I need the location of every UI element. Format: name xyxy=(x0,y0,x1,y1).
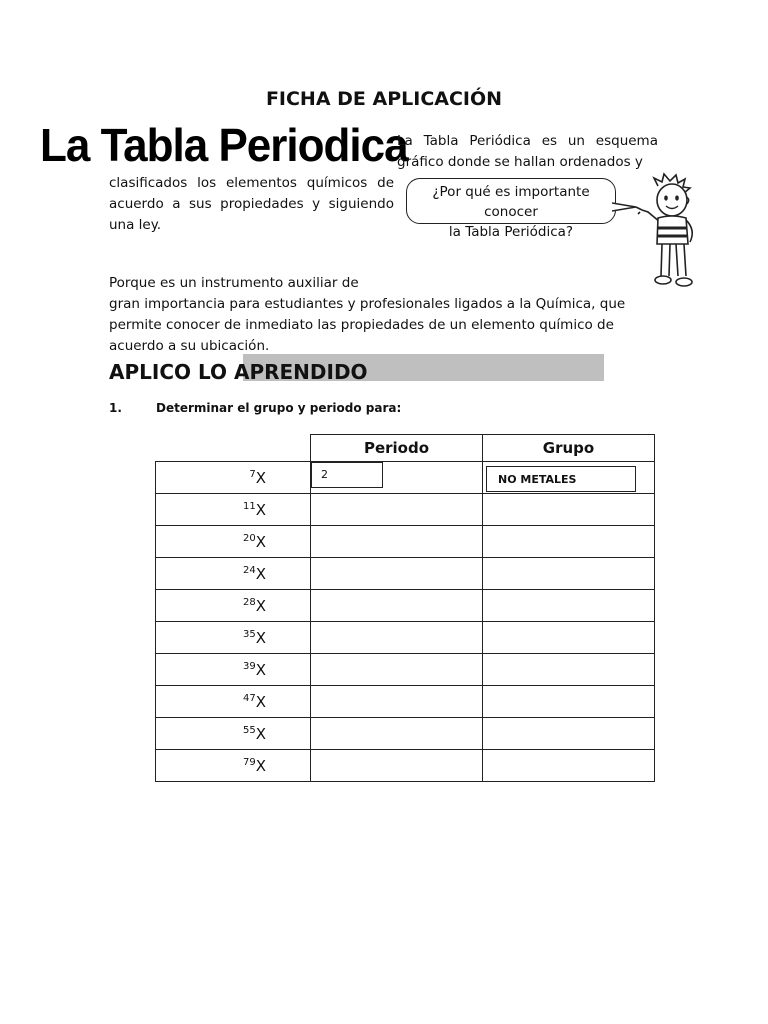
mass-number: 35 xyxy=(242,628,256,640)
isotope-cell xyxy=(156,718,311,750)
element-symbol: X xyxy=(255,500,266,519)
element-symbol: X xyxy=(255,756,266,775)
grupo-cell-wrap xyxy=(483,462,654,493)
answer-line-3: permite conocer de inmediato las propiedades de un elemento químico de xyxy=(109,317,614,333)
grupo-cell[interactable] xyxy=(483,718,655,750)
isotope-cell xyxy=(156,558,311,590)
answer-paragraph xyxy=(109,273,649,357)
table-header-blank xyxy=(156,435,311,462)
question-number: 1. xyxy=(109,401,122,415)
isotope-cell xyxy=(156,686,311,718)
mass-number: 11 xyxy=(242,500,256,512)
isotope-cell xyxy=(156,494,311,526)
table-row xyxy=(156,686,655,718)
section-title: APLICO LO APRENDIDO xyxy=(109,360,368,384)
answer-line-1: Porque es un instrumento auxiliar de xyxy=(109,275,359,291)
table-row xyxy=(156,494,655,526)
isotope-cell xyxy=(156,526,311,558)
periodo-cell[interactable] xyxy=(311,590,483,622)
bubble-line-1: ¿Por qué es importante conocer xyxy=(432,184,590,220)
mass-number: 20 xyxy=(242,532,256,544)
answer-line-2: gran importancia para estudiantes y profesionales ligados a la Química, que xyxy=(109,296,626,312)
mass-number: 24 xyxy=(242,564,256,576)
grupo-answer-box[interactable]: NO METALES xyxy=(486,466,636,492)
table-row xyxy=(156,590,655,622)
grupo-cell[interactable] xyxy=(483,590,655,622)
header-periodo: Periodo xyxy=(311,435,483,462)
mass-number: 39 xyxy=(242,660,256,672)
element-symbol: X xyxy=(255,692,266,711)
table-row xyxy=(156,750,655,782)
element-symbol: X xyxy=(255,564,266,583)
mass-number: 55 xyxy=(242,724,256,736)
period-group-table xyxy=(155,434,655,782)
speech-bubble xyxy=(406,178,616,240)
mass-number: 79 xyxy=(242,756,256,768)
isotope-cell xyxy=(156,654,311,686)
grupo-cell[interactable] xyxy=(483,622,655,654)
question-text: Determinar el grupo y periodo para: xyxy=(156,401,402,415)
grupo-cell[interactable] xyxy=(483,686,655,718)
periodo-cell[interactable] xyxy=(311,622,483,654)
element-symbol: X xyxy=(255,724,266,743)
table-row xyxy=(156,718,655,750)
mass-number: 7 xyxy=(249,468,256,480)
periodo-cell-wrap xyxy=(311,462,482,493)
grupo-cell[interactable] xyxy=(483,462,655,494)
periodo-cell[interactable] xyxy=(311,718,483,750)
element-symbol: X xyxy=(255,468,266,487)
answer-line-4: acuerdo a su ubicación. xyxy=(109,338,270,354)
periodo-cell[interactable] xyxy=(311,462,483,494)
intro-text-left: clasificados los elementos químicos de acuerdo a sus propiedades y siguiendo una ley. xyxy=(109,175,394,233)
table-row xyxy=(156,558,655,590)
element-symbol: X xyxy=(255,532,266,551)
table-row xyxy=(156,526,655,558)
isotope-cell xyxy=(156,462,311,494)
header-grupo: Grupo xyxy=(483,435,655,462)
table-row xyxy=(156,462,655,494)
table-header-row xyxy=(156,435,655,462)
grupo-cell[interactable] xyxy=(483,494,655,526)
hero-title: La Tabla Periodica xyxy=(40,120,408,172)
grupo-cell[interactable] xyxy=(483,750,655,782)
element-symbol: X xyxy=(255,628,266,647)
isotope-cell xyxy=(156,622,311,654)
periodo-cell[interactable] xyxy=(311,686,483,718)
mass-number: 47 xyxy=(242,692,256,704)
periodo-cell[interactable] xyxy=(311,750,483,782)
element-symbol: X xyxy=(255,596,266,615)
element-symbol: X xyxy=(255,660,266,679)
grupo-cell[interactable] xyxy=(483,526,655,558)
isotope-cell xyxy=(156,590,311,622)
periodo-answer-box[interactable]: 2 xyxy=(311,462,383,488)
bubble-line-2: la Tabla Periódica? xyxy=(448,224,574,240)
grupo-cell[interactable] xyxy=(483,558,655,590)
table-row xyxy=(156,622,655,654)
mass-number: 28 xyxy=(242,596,256,608)
periodo-cell[interactable] xyxy=(311,558,483,590)
periodo-cell[interactable] xyxy=(311,654,483,686)
isotope-cell xyxy=(156,750,311,782)
periodo-cell[interactable] xyxy=(311,526,483,558)
periodo-cell[interactable] xyxy=(311,494,483,526)
table-row xyxy=(156,654,655,686)
intro-text-right: La Tabla Periódica es un esquema gráfico donde se hallan ordenados y xyxy=(397,133,658,170)
grupo-cell[interactable] xyxy=(483,654,655,686)
page-title: FICHA DE APLICACIÓN xyxy=(265,88,503,110)
